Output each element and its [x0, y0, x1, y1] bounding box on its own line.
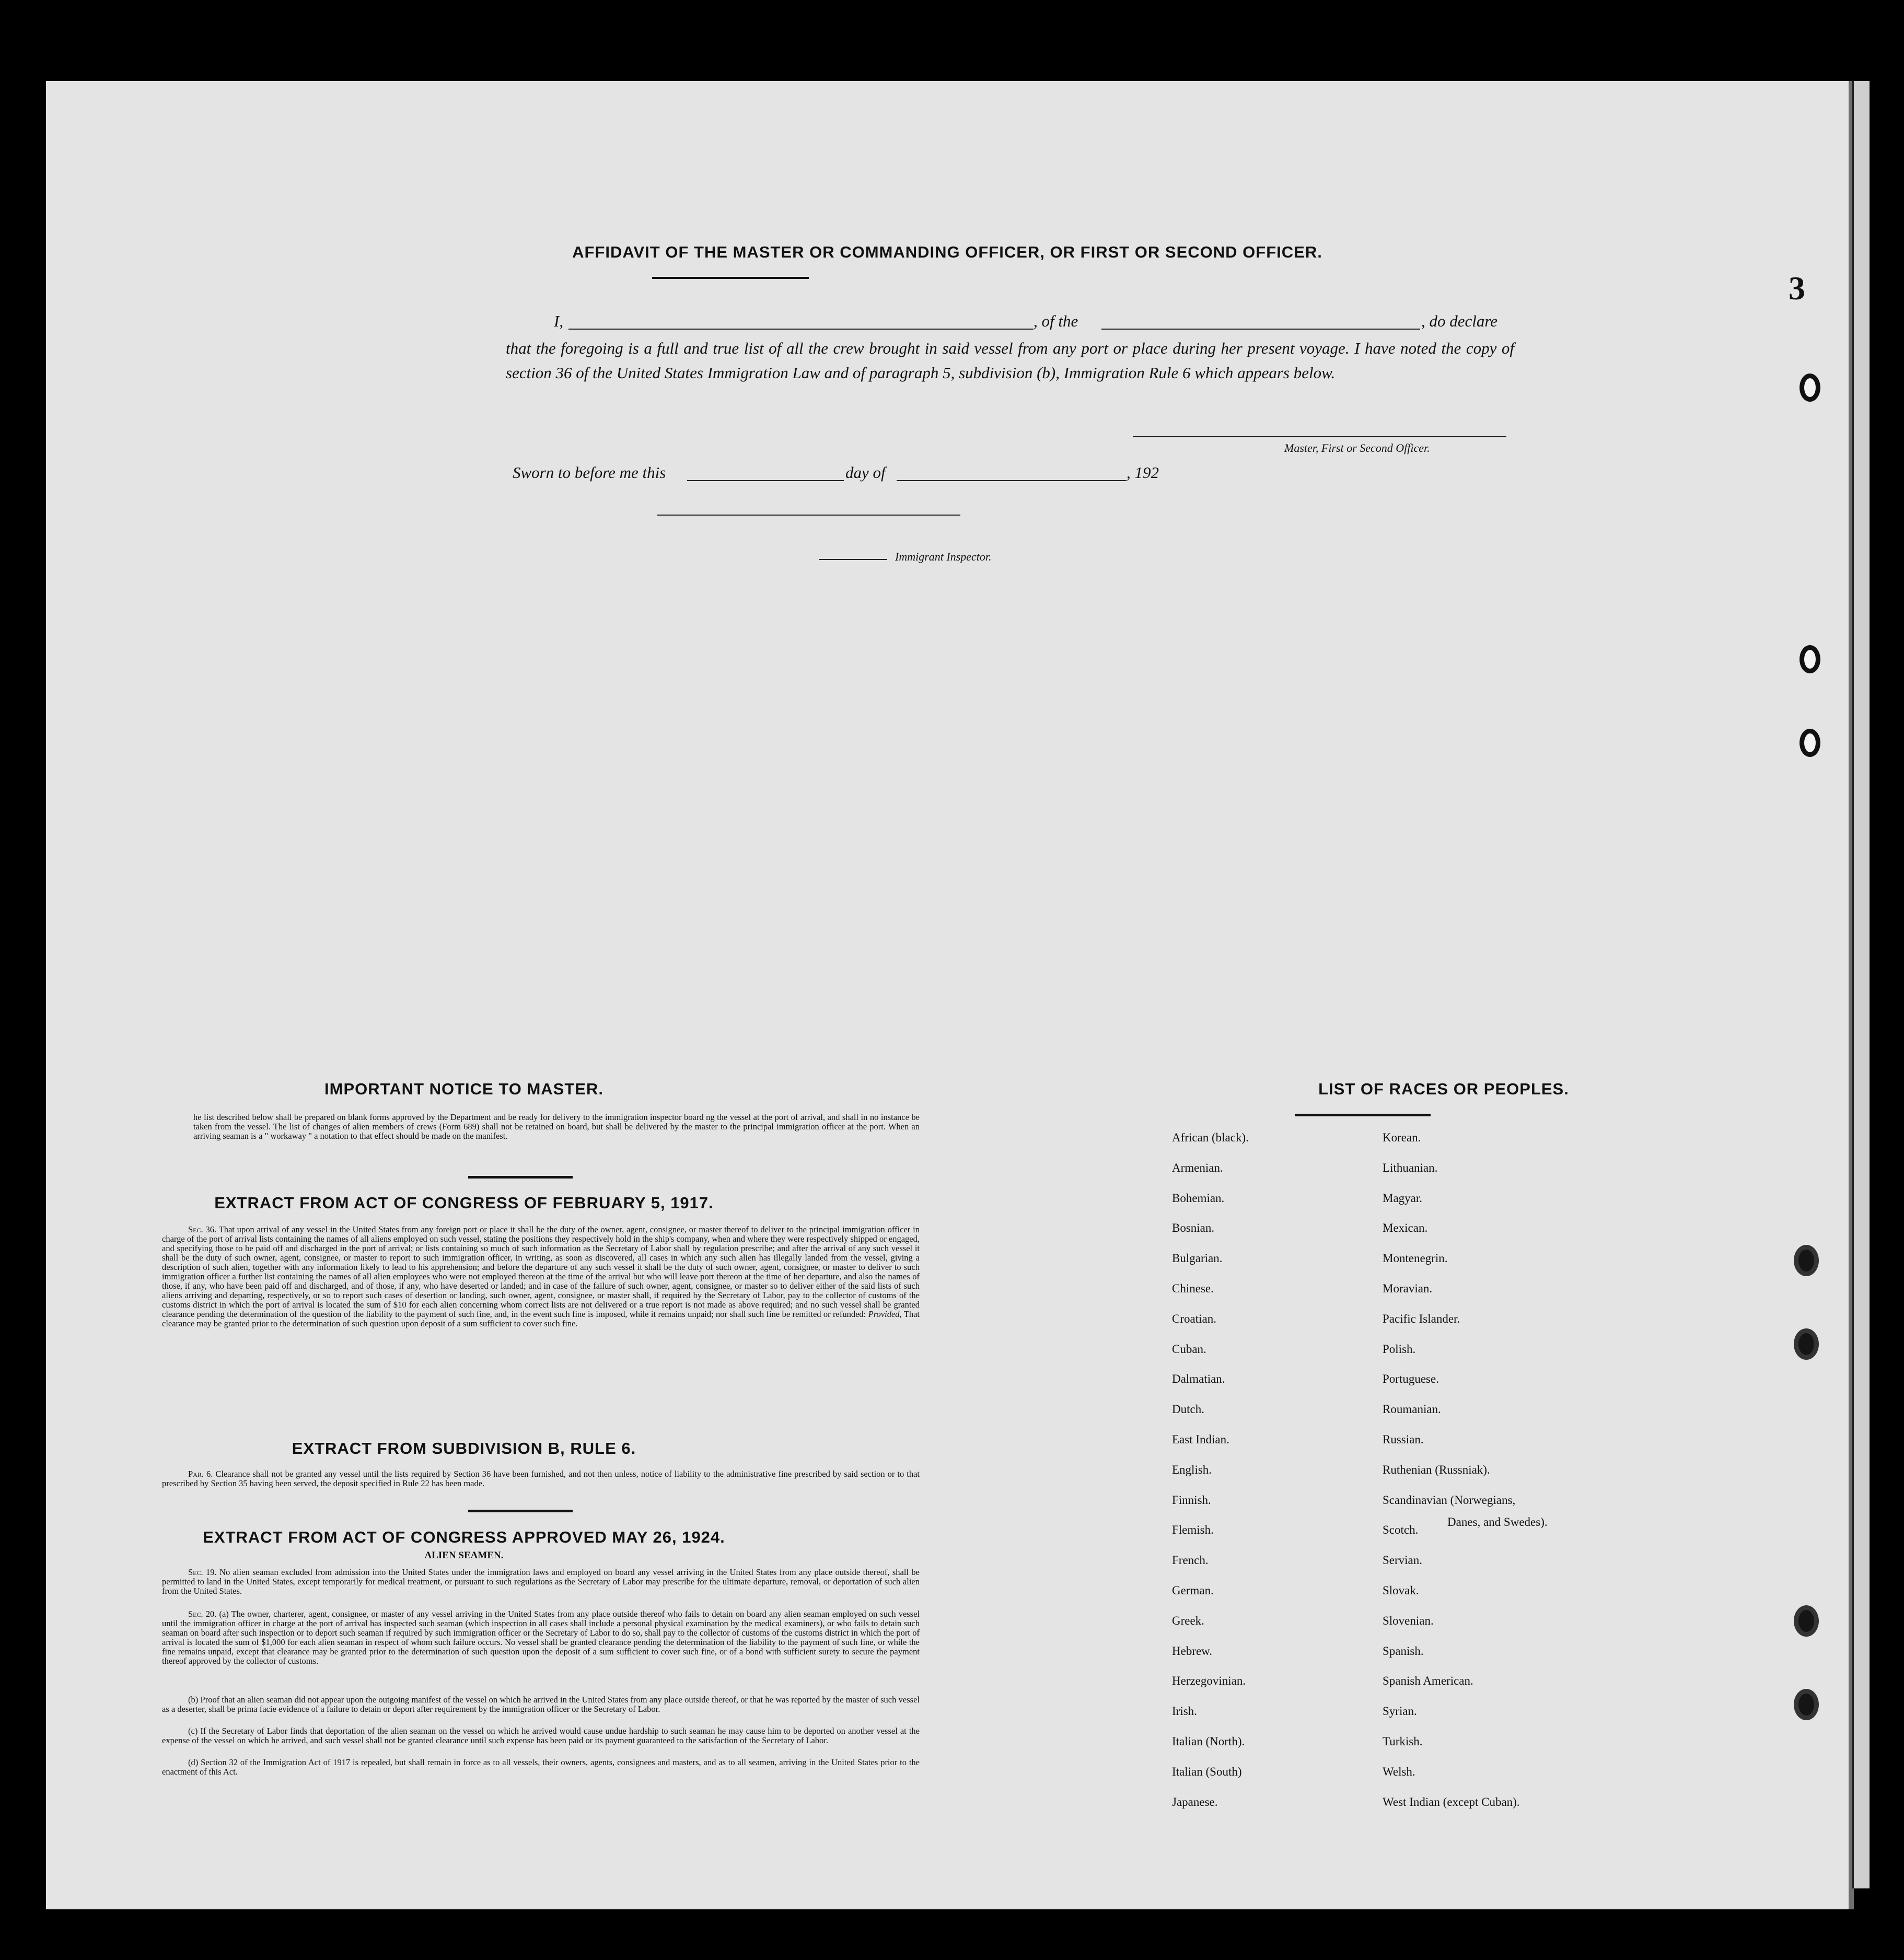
race-item: African (black).: [1172, 1131, 1249, 1144]
inspector-signature-line: [657, 515, 960, 516]
race-item: Magyar.: [1383, 1191, 1423, 1205]
day-of-text: day of: [845, 463, 886, 482]
affidavit-title: AFFIDAVIT OF THE MASTER OR COMMANDING OFFICER, OR FIRST OR SECOND OFFICER.: [572, 243, 1322, 261]
race-item: Scotch.: [1383, 1523, 1419, 1537]
race-item: Cuban.: [1172, 1342, 1206, 1356]
race-item: Flemish.: [1172, 1523, 1214, 1537]
race-item: German.: [1172, 1584, 1214, 1597]
form-sheet: [46, 81, 1854, 1909]
sec-20b-text: (b) Proof that an alien seaman did not appear upon the outgoing manifest of the vessel on which he arrived in the United States from any place outside thereof, or that he was reported by the master of such vessel as a deserter, shall be prima facie evidence of a failure to detain or deport after requirement by the immigration officer or the Secretary of Labor.: [162, 1695, 920, 1714]
race-item: Lithuanian.: [1383, 1161, 1438, 1174]
race-item: Slovenian.: [1383, 1614, 1434, 1627]
binder-hole: [1799, 374, 1820, 402]
binder-hole: [1794, 1328, 1819, 1360]
races-title: LIST OF RACES OR PEOPLES.: [1318, 1080, 1569, 1098]
race-item: Herzegovinian.: [1172, 1674, 1246, 1688]
sec-36-label: Sec. 36.: [188, 1224, 217, 1234]
race-item: English.: [1172, 1463, 1212, 1476]
year-text: , 192: [1127, 463, 1159, 482]
affidavit-i: I,: [554, 312, 564, 330]
inspector-label: Immigrant Inspector.: [895, 550, 992, 563]
race-item: Turkish.: [1383, 1735, 1423, 1748]
par-6-body: Clearance shall not be granted any vessel until the lists required by Section 36 have been furnished, and not then unless, notice of liability to the administrative fine prescribed by said section or to that prescribed by Section 35 having been served, the deposit specified in Rule 22 has been made.: [162, 1469, 920, 1488]
race-item: East Indian.: [1172, 1433, 1229, 1446]
race-item: Bohemian.: [1172, 1191, 1225, 1205]
binder-hole: [1794, 1689, 1819, 1720]
extract-1917-title: EXTRACT FROM ACT OF CONGRESS OF FEBRUARY 5, 1917.: [214, 1194, 714, 1212]
master-signature-label: Master, First or Second Officer.: [1284, 441, 1430, 454]
sworn-text: Sworn to before me this: [513, 463, 666, 482]
binder-hole: [1799, 645, 1820, 673]
name-blank: [568, 329, 1034, 330]
race-item: Ruthenian (Russniak).: [1383, 1463, 1490, 1476]
sec-36-body: That upon arrival of any vessel in the United States from any foreign port or place it shall be the duty of the owner, agent, consignee, or master thereof to deliver to the principal immigration officer in charge of the port of arrival lists containing the names of all aliens employed on such vessel, stating the positions they respectively hold in the ship's company, when and where they were respectively shipped or engaged, and specifying those to be paid off and discharged in the port of arrival; or lists containing so much of such information as the Secretary of Labor shall by regulation prescribe; and after the arrival of any such vessel it shall be the duty of such owner, agent, consignee, or master to report to such immigration officer, in writing, as soon as discovered, all cases in which any such alien has illegally landed from the vessel, giving a description of such alien, together with any information likely to lead to his apprehension; and before the departure of any such vessel it shall be the duty of such owner, agent, consignee, or master to deliver to such immigration officer a further list containing the names of all alien employees who were not employed thereon at the time of the arrival but who will leave port thereon at the time of her departure, and also the names of those, if any, who have been paid off and discharged, and of those, if any, who have deserted or landed; and in case of the failure of such owner, agent, consignee, or master so to deliver either of the said lists of such aliens arriving and departing, respectively, or so to report such cases of desertion or landing, such owner, agent, consignee, or master shall, if required by the Secretary of Labor, pay to the collector of customs of the customs district in which the port of arrival is located the sum of $10 for each alien concerning whom correct lists are not delivered or a true report is not made as above required; and no such vessel shall be granted clearance pending the determination of the question of the liability to the payment of such fine, and, in the event such fine is imposed, while it remains unpaid; nor shall such fine be remitted or refunded:: [162, 1224, 920, 1319]
notice-divider: [468, 1176, 573, 1179]
alien-seamen-subtitle: ALIEN SEAMEN.: [424, 1550, 504, 1561]
binder-hole: [1794, 1605, 1819, 1637]
sec-20d-text: (d) Section 32 of the Immigration Act of 1917 is repealed, but shall remain in force as to all vessels, their owners, agents, consignees and masters, and as to all seamen, arriving in the United States prior to the enactment of this Act.: [162, 1757, 920, 1777]
sworn-month-blank: [897, 480, 1127, 481]
race-item: Spanish.: [1383, 1644, 1424, 1658]
race-item: Montenegrin.: [1383, 1252, 1448, 1265]
race-item: West Indian (except Cuban).: [1383, 1795, 1520, 1809]
notice-title: IMPORTANT NOTICE TO MASTER.: [324, 1080, 603, 1098]
race-item: Scandinavian (Norwegians,: [1383, 1493, 1516, 1507]
race-item: Armenian.: [1172, 1161, 1223, 1174]
extract-1917-text: [162, 1225, 920, 1328]
race-item: Russian.: [1383, 1433, 1424, 1446]
race-item: Hebrew.: [1172, 1644, 1213, 1658]
notice-text: he list described below shall be prepared on blank forms approved by the Department and be ready for delivery to the immigration inspector board ng the vessel at the port of arrival, and shall in no instance be taken from the vessel. The list of changes of alien members of crews (Form 689) shall not be retained on board, but shall be delivered by the master to the principal immigration officer at the port. When an arriving seaman is a " workaway " a notation to that effect should be made on the manifest.: [193, 1112, 920, 1141]
proviso-body: That clearance may be granted prior to the determination of such question upon deposit of a sum sufficient to cover such fine.: [162, 1309, 920, 1328]
sec-19-body: No alien seaman excluded from admission into the United States under the immigration laws and employed on board any vessel arriving in the United States from any place outside thereof, shall be permitted to land in the United States, except temporarily for medical treatment, or pursuant to such regulations as the Secretary of Labor may prescribe for the ultimate departure, removal, or deportation of such alien from the United States.: [162, 1567, 920, 1596]
race-item: French.: [1172, 1554, 1209, 1567]
master-signature-line: [1133, 436, 1506, 437]
sec-20c-text: (c) If the Secretary of Labor finds that deportation of the alien seaman on the vessel on which he arrived would cause undue hardship to such seaman he may cause him to be deported on another vessel at the expense of the vessel on which he arrived, and such vessel shall not be granted clearance until such expense has been paid or its payment guaranteed to the satisfaction of the Secretary of Labor.: [162, 1726, 920, 1745]
proviso-label: Provided,: [868, 1309, 902, 1319]
races-underline: [1295, 1114, 1431, 1116]
race-item: Bulgarian.: [1172, 1252, 1223, 1265]
race-item: Chinese.: [1172, 1282, 1214, 1295]
sworn-day-blank: [687, 480, 844, 481]
title-underline: [652, 277, 809, 279]
race-item: Italian (North).: [1172, 1735, 1245, 1748]
par-6-label: Par. 6.: [188, 1469, 213, 1479]
sec-20a-body: (a) The owner, charterer, agent, consignee, or master of any vessel arriving in the United States from any place outside thereof who fails to detain on board any alien seaman employed on such vessel until the immigration officer in charge at the port of arrival has inspected such seaman (which inspection in all cases shall include a personal physical examination by the medical examiners), or who fails to detain such seaman on board after such inspection or to deport such seaman if required by such immigration officer or the Secretary of Labor to do so, shall pay to the collector of customs of the customs district in which the port of arrival is located the sum of $1,000 for each alien seaman in respect of whom such failure occurs. No vessel shall be granted clearance pending the determination of the liability to the payment of such fine, or while the fine remains unpaid, except that clearance may be granted prior to the determination of such question upon the deposit of a sum sufficient to cover such fine, or of a bond with sufficient surety to secure the payment thereof approved by the collector of customs.: [162, 1609, 920, 1666]
race-item: Portuguese.: [1383, 1372, 1439, 1386]
race-item: Irish.: [1172, 1705, 1197, 1718]
race-item: Dutch.: [1172, 1403, 1204, 1416]
extract-rule6-title: EXTRACT FROM SUBDIVISION B, RULE 6.: [292, 1439, 636, 1457]
race-item: Bosnian.: [1172, 1221, 1215, 1235]
race-item: Greek.: [1172, 1614, 1204, 1627]
race-item: Roumanian.: [1383, 1403, 1441, 1416]
race-item: Korean.: [1383, 1131, 1421, 1144]
race-item: Polish.: [1383, 1342, 1416, 1356]
race-item: Slovak.: [1383, 1584, 1419, 1597]
sec-20-label: Sec. 20.: [188, 1609, 217, 1619]
inspector-short-line: [819, 559, 887, 560]
race-item: Croatian.: [1172, 1312, 1216, 1325]
affidavit-paragraph: that the foregoing is a full and true list of all the crew brought in said vessel from any port or place during her present voyage. I have noted the copy of section 36 of the United States Immigration Law and of paragraph 5, subdivision (b), Immigration Rule 6 which appears below.: [506, 339, 1514, 382]
extract-rule6-text: [162, 1469, 920, 1488]
scandinavian-continuation: Danes, and Swedes).: [1447, 1515, 1548, 1529]
race-item: Italian (South): [1172, 1765, 1242, 1778]
race-item: Finnish.: [1172, 1493, 1211, 1507]
sec-19-label: Sec. 19.: [188, 1567, 217, 1577]
vessel-blank: [1101, 329, 1420, 330]
race-item: Syrian.: [1383, 1705, 1417, 1718]
race-item: Mexican.: [1383, 1221, 1428, 1235]
race-item: Moravian.: [1383, 1282, 1433, 1295]
sec-20a-text: [162, 1609, 920, 1666]
affidavit-declare: , do declare: [1421, 312, 1498, 330]
rule6-divider: [468, 1510, 573, 1512]
extract-1924-title: EXTRACT FROM ACT OF CONGRESS APPROVED MAY 26, 1924.: [203, 1528, 725, 1546]
race-item: Spanish American.: [1383, 1674, 1473, 1688]
race-item: Welsh.: [1383, 1765, 1415, 1778]
binder-hole: [1799, 729, 1820, 757]
corner-mark: 3: [1789, 270, 1805, 307]
binder-hole: [1794, 1245, 1819, 1276]
race-item: Dalmatian.: [1172, 1372, 1225, 1386]
affidavit-of-the: , of the: [1034, 312, 1078, 330]
race-item: Pacific Islander.: [1383, 1312, 1460, 1325]
race-item: Japanese.: [1172, 1795, 1218, 1809]
race-item: Servian.: [1383, 1554, 1423, 1567]
sec-19-text: [162, 1568, 920, 1596]
